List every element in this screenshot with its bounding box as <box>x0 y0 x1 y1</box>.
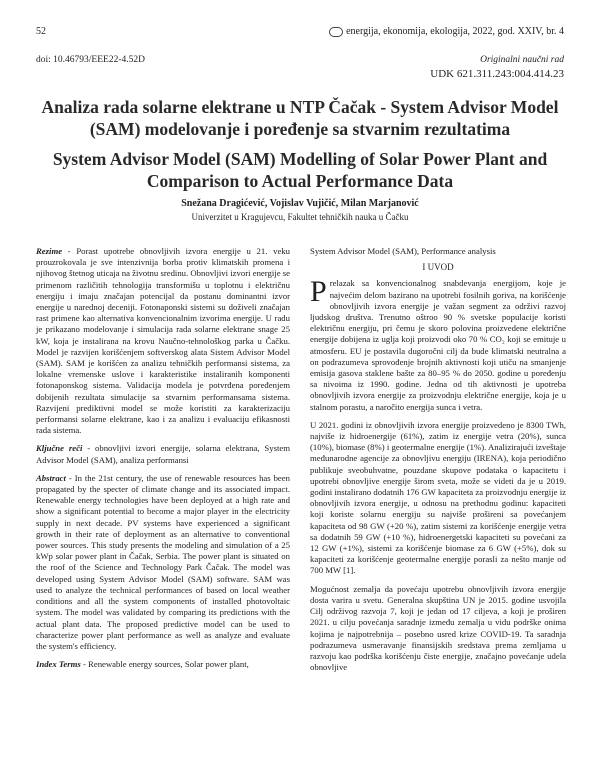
intro-paragraph-1: Prelazak sa konvencionalnog snabdevanja energijom, koje je najvećim delom bazirano na upotrebi fosilnih goriva, na korišćenje obnovljivih izvora energije je važan segment za održivi razvoj ljudskog društva. Trenutno oštroo 90 % svetske populacije koristi električnu energiju, pri čemu je skoro polovina proizvedene električne energije dobijena iz uglja koji proizvodi oko 70 % CO₂ koji se emituje u atmosferu. EU je postavila dugoročni cilj da bude klimatski neutralna a on podrazumeva sprovođenje brojnih aktivnosti koji utiču na smanjenje emisija gasova staklene bašte za 80–95 % do 2050. godine u poređenju sa nivoima iz 1990. godine. Jedna od tih aktivnosti je upotreba obnovljivih izvora energije za proizvodnju električne energije, koja je u stalnom porastu, a naročito energija sunca i vetra. <box>310 275 566 412</box>
right-column <box>310 246 566 673</box>
journal-header: energija, ekonomija, ekologija, 2022, god. XXIV, br. 4 <box>329 26 564 37</box>
kljucne-reci: Ključne reči - obnovljivi izvori energije, solarna elektrana, System Advisor Model (SAM), analiza performansi <box>36 443 290 465</box>
rezime: Rezime - Porast upotrebe obnovljivih izvora energije u 21. veku prouzrokovala je sve intenzivnija borba protiv klimatskih promena i njihovog štetnog uticaja na životnu sredinu. Obnovljivi izvori energije se primenom različitih tehnologija transformišu u toplotnu i električnu energiju i imaju značajan potencijal da postanu dominantni izvor energije u narednoj deceniji. Fotonaponski sistemi su doživeli značajan rast primene kao alternativa konvencionalnim izvorima energije. U radu je prikazano modelovanje i simulacija rada solarne elektrane snage 25 kW, koja je instalirana na krovu Naučno-tehnološkog parka u Čačku. Model je razvijen korišćenjem softverskog alata Sistem Advisor Model (SAM). SAM je korišćen za analizu tehničkih performansi sistema, za lokalne vremenske uslove i karakteristike instaliranih komponenti fotonaponskog sistema. Validacija modela je potvrđena poređenjem dobijenih rezultata simulacije sa stvarnim performansama sistema. Razvijeni prediktivni model se može koristiti za karakterizaciju performansi solarne elektrane, kao i za analizu i evaluaciju efikasnosti rada sistema. <box>36 246 290 436</box>
index-terms: Index Terms - Renewable energy sources, Solar power plant, <box>36 659 249 670</box>
index-terms-continued: System Advisor Model (SAM), Performance analysis <box>310 246 496 256</box>
section-heading: I UVOD <box>422 262 454 273</box>
affiliation: Univerzitet u Kragujevcu, Fakultet tehničkih nauka u Čačku <box>191 212 409 222</box>
abstract: Abstract - In the 21st century, the use of renewable resources has been propagated by the specter of climate change and its associated impact. Renewable energy technologies have been deployed at a high rate and show a significant potential to become a major player in the electricity supply in next decade. PV systems have experienced a significant growth in their rate of deployment as an alternative to conventional power sources. This study presents the modeling and simulation of a 25 kWp solar power plant in Čačak, Serbia. The power plant is situated on the roof of the Science and Technology Park Čačak. The model was developed using System Advisor Model (SAM) software. SAM was used to analyze the technical performances of based on local weather conditions and all the system components of installed photovoltaic system. The model was validated by comparing its predictions with the actual plant data. The proposed predictive model can be used to characterize power plant performance as well as analyze and evaluate the system's efficiency. <box>36 472 290 651</box>
intro-paragraph-2: U 2021. godini iz obnovljivih izvora energije proizvedeno je 8300 TWh, najviše iz hidroenergije (61%), zatim iz energije vetra (20%), sunca (10%), biomase (8%) i geotermalne energije (1%). Analizirajući izveštaje međunarodne agencije za obnovljivu energiju (IRENA), koja periodično publikuje sveobuhvatne, pouzdane skupove podataka o kapacitetu i upotrebi obnovljive energije širom sveta, može se videti da je u 2019. godini instalirano dodatnih 176 GW kapaciteta za proizvodnju energije iz obnovljivih izvora energije, u odnosu na prethodnu godinu: kapaciteti koji koriste solarnu energiju su najviše prošireni sa povećanjem kapaciteta od 98 GW (+20 %), zatim sistemi za korišćenje energije vetra sa dodatnih 59 GW (+10 %), hidroenergetski kapaciteti su povećani za 12 GW (+1%), sistemi za korišćenje biomase za 6 GW (+5%), dok su kapaciteti za korišćenje geotermalne energije porasli za nešto manje od 700 MW [1]. <box>310 419 566 576</box>
doi: doi: 10.46793/EEE22-4.52D <box>36 55 145 65</box>
journal-logo-icon <box>329 27 343 37</box>
article-type: Originalni naučni rad <box>480 55 564 65</box>
udk: UDK 621.311.243:004.414.23 <box>430 68 564 80</box>
title-english: System Advisor Model (SAM) Modelling of Solar Power Plant and Comparison to Actual Performance Data <box>52 149 548 191</box>
left-column <box>36 246 290 670</box>
page-number: 52 <box>36 26 46 37</box>
authors: Snežana Dragićević, Vojislav Vujičić, Milan Marjanović <box>181 198 419 209</box>
intro-paragraph-3: Mogućnost zemalja da povećaju upotrebu obnovljivih izvora energije dosta varira u svetu. Generalna skupština UN je 2015. godine usvojila Cilj održivog razvoja 7, koji je jedan od 17 ciljeva, a koji je proširen 2021. u cilju povećanja saradnje između zemalja u vidu podrške onima kojima je najpotrebnija – posebno usred krize COVID-19. Ta saradnja podrazumeva usmeravanje finansijskih sredstava prema zemljama u razvoju kao podrška korišćenju čiste energije, značajno povećanje udela obnovljive <box>310 583 566 673</box>
title-serbian: Analiza rada solarne elektrane u NTP Čačak - System Advisor Model (SAM) modelovanje i poređenje sa stvarnim rezultatima <box>41 97 559 139</box>
drop-cap: P <box>310 275 327 309</box>
